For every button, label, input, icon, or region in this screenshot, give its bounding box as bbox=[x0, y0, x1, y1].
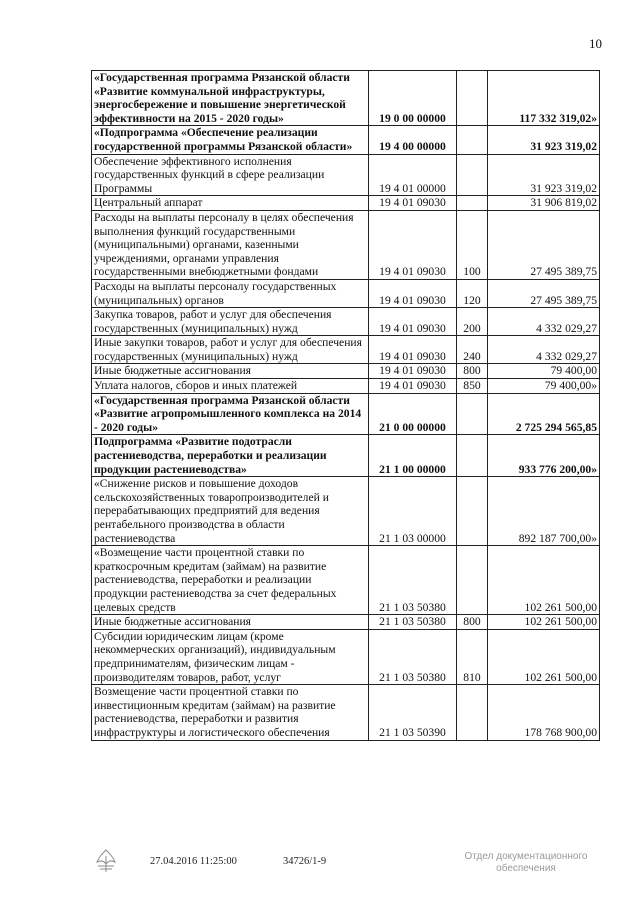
row-amount-cell: 117 332 319,02» bbox=[488, 71, 600, 126]
department-watermark bbox=[452, 851, 600, 875]
row-amount-cell: 102 261 500,00 bbox=[488, 629, 600, 684]
row-expense-type-cell: 100 bbox=[457, 210, 488, 279]
row-name-cell: «Государственная программа Рязанской области «Развитие агропромышленного комплекса на 2014 - 2020 годы» bbox=[92, 393, 369, 435]
row-amount-cell: 102 261 500,00 bbox=[488, 546, 600, 615]
footer-doc-number: 34726/1-9 bbox=[283, 856, 327, 867]
row-name-cell: Подпрограмма «Развитие подотрасли растениеводства, переработки и реализации продукции растениеводства» bbox=[92, 435, 369, 477]
row-name-cell: Иные бюджетные ассигнования bbox=[92, 615, 369, 630]
row-amount-cell: 79 400,00 bbox=[488, 364, 600, 379]
row-amount-cell: 31 923 319,02 bbox=[488, 154, 600, 196]
row-code-cell: 21 0 00 00000 bbox=[369, 393, 457, 435]
table-row bbox=[92, 393, 600, 435]
row-code-cell: 19 4 01 09030 bbox=[369, 210, 457, 279]
row-expense-type-cell bbox=[457, 477, 488, 546]
table-row bbox=[92, 615, 600, 630]
table-row bbox=[92, 308, 600, 336]
row-name-cell: «Государственная программа Рязанской области «Развитие коммунальной инфраструктуры, энергосбережение и повышение энергетической эффективности на 2015 - 2020 годы» bbox=[92, 71, 369, 126]
table-row bbox=[92, 477, 600, 546]
table-row bbox=[92, 629, 600, 684]
row-code-cell: 21 1 03 50390 bbox=[369, 685, 457, 740]
footer-datetime: 27.04.2016 11:25:00 bbox=[150, 856, 237, 867]
row-name-cell: «Подпрограмма «Обеспечение реализации государственной программы Рязанской области» bbox=[92, 126, 369, 154]
row-name-cell: Субсидии юридическим лицам (кроме некоммерческих организаций), индивидуальным предпринимателям, физическим лицам - производителям товаров, работ, услуг bbox=[92, 629, 369, 684]
row-expense-type-cell bbox=[457, 126, 488, 154]
row-code-cell: 21 1 00 00000 bbox=[369, 435, 457, 477]
row-code-cell: 19 4 01 09030 bbox=[369, 379, 457, 394]
row-expense-type-cell: 810 bbox=[457, 629, 488, 684]
table-row bbox=[92, 210, 600, 279]
row-name-cell: Обеспечение эффективного исполнения государственных функций в сфере реализации Программы bbox=[92, 154, 369, 196]
row-name-cell: Возмещение части процентной ставки по инвестиционным кредитам (займам) на развитие растениеводства, переработки и развития инфраструктуры и логистического обеспечения bbox=[92, 685, 369, 740]
row-amount-cell: 178 768 900,00 bbox=[488, 685, 600, 740]
row-name-cell: «Возмещение части процентной ставки по краткосрочным кредитам (займам) на развитие растениеводства, переработки и реализации продукции растениеводства за счет федеральных целевых средств bbox=[92, 546, 369, 615]
row-code-cell: 19 4 01 09030 bbox=[369, 336, 457, 364]
table-row bbox=[92, 154, 600, 196]
row-amount-cell: 79 400,00» bbox=[488, 379, 600, 394]
row-amount-cell: 2 725 294 565,85 bbox=[488, 393, 600, 435]
table-row bbox=[92, 279, 600, 307]
row-code-cell: 19 4 01 09030 bbox=[369, 196, 457, 211]
row-name-cell: Расходы на выплаты персоналу государственных (муниципальных) органов bbox=[92, 279, 369, 307]
row-code-cell: 19 4 01 09030 bbox=[369, 364, 457, 379]
page-number: 10 bbox=[589, 36, 602, 51]
row-amount-cell: 892 187 700,00» bbox=[488, 477, 600, 546]
stamp-logo-icon bbox=[93, 848, 119, 874]
row-name-cell: Центральный аппарат bbox=[92, 196, 369, 211]
row-expense-type-cell: 800 bbox=[457, 364, 488, 379]
row-code-cell: 19 4 01 09030 bbox=[369, 279, 457, 307]
row-amount-cell: 27 495 389,75 bbox=[488, 279, 600, 307]
row-expense-type-cell bbox=[457, 393, 488, 435]
row-code-cell: 21 1 03 50380 bbox=[369, 546, 457, 615]
row-expense-type-cell bbox=[457, 685, 488, 740]
row-code-cell: 19 4 01 09030 bbox=[369, 308, 457, 336]
row-expense-type-cell bbox=[457, 154, 488, 196]
row-amount-cell: 27 495 389,75 bbox=[488, 210, 600, 279]
budget-table bbox=[91, 70, 600, 741]
row-expense-type-cell: 850 bbox=[457, 379, 488, 394]
table-row bbox=[92, 379, 600, 394]
row-name-cell: Иные бюджетные ассигнования bbox=[92, 364, 369, 379]
row-code-cell: 21 1 03 50380 bbox=[369, 615, 457, 630]
table-row bbox=[92, 546, 600, 615]
row-name-cell: Иные закупки товаров, работ и услуг для обеспечения государственных (муниципальных) нужд bbox=[92, 336, 369, 364]
department-line-1: Отдел документационного bbox=[464, 851, 588, 862]
row-code-cell: 21 1 03 50380 bbox=[369, 629, 457, 684]
table-row bbox=[92, 196, 600, 211]
row-name-cell: Уплата налогов, сборов и иных платежей bbox=[92, 379, 369, 394]
row-expense-type-cell bbox=[457, 435, 488, 477]
row-expense-type-cell: 800 bbox=[457, 615, 488, 630]
row-code-cell: 21 1 03 00000 bbox=[369, 477, 457, 546]
budget-table-body bbox=[92, 71, 600, 741]
row-amount-cell: 31 923 319,02 bbox=[488, 126, 600, 154]
row-amount-cell: 31 906 819,02 bbox=[488, 196, 600, 211]
department-line-2: обеспечения bbox=[496, 863, 556, 874]
row-amount-cell: 933 776 200,00» bbox=[488, 435, 600, 477]
row-expense-type-cell: 240 bbox=[457, 336, 488, 364]
row-code-cell: 19 4 01 00000 bbox=[369, 154, 457, 196]
table-row bbox=[92, 685, 600, 740]
row-expense-type-cell bbox=[457, 71, 488, 126]
row-amount-cell: 102 261 500,00 bbox=[488, 615, 600, 630]
row-name-cell: Расходы на выплаты персоналу в целях обеспечения выполнения функций государственными (муниципальными) органами, казенными учреждениями, органами управления государственными внебюджетными фондами bbox=[92, 210, 369, 279]
row-code-cell: 19 0 00 00000 bbox=[369, 71, 457, 126]
table-row bbox=[92, 435, 600, 477]
table-row bbox=[92, 126, 600, 154]
table-row bbox=[92, 364, 600, 379]
table-row bbox=[92, 71, 600, 126]
row-expense-type-cell bbox=[457, 546, 488, 615]
row-expense-type-cell: 200 bbox=[457, 308, 488, 336]
row-expense-type-cell: 120 bbox=[457, 279, 488, 307]
row-amount-cell: 4 332 029,27 bbox=[488, 336, 600, 364]
table-row bbox=[92, 336, 600, 364]
row-code-cell: 19 4 00 00000 bbox=[369, 126, 457, 154]
row-amount-cell: 4 332 029,27 bbox=[488, 308, 600, 336]
row-expense-type-cell bbox=[457, 196, 488, 211]
row-name-cell: «Снижение рисков и повышение доходов сельскохозяйственных товаропроизводителей и перерабатывающих предприятий для ведения рентабельного производства в области растениеводства bbox=[92, 477, 369, 546]
row-name-cell: Закупка товаров, работ и услуг для обеспечения государственных (муниципальных) нужд bbox=[92, 308, 369, 336]
